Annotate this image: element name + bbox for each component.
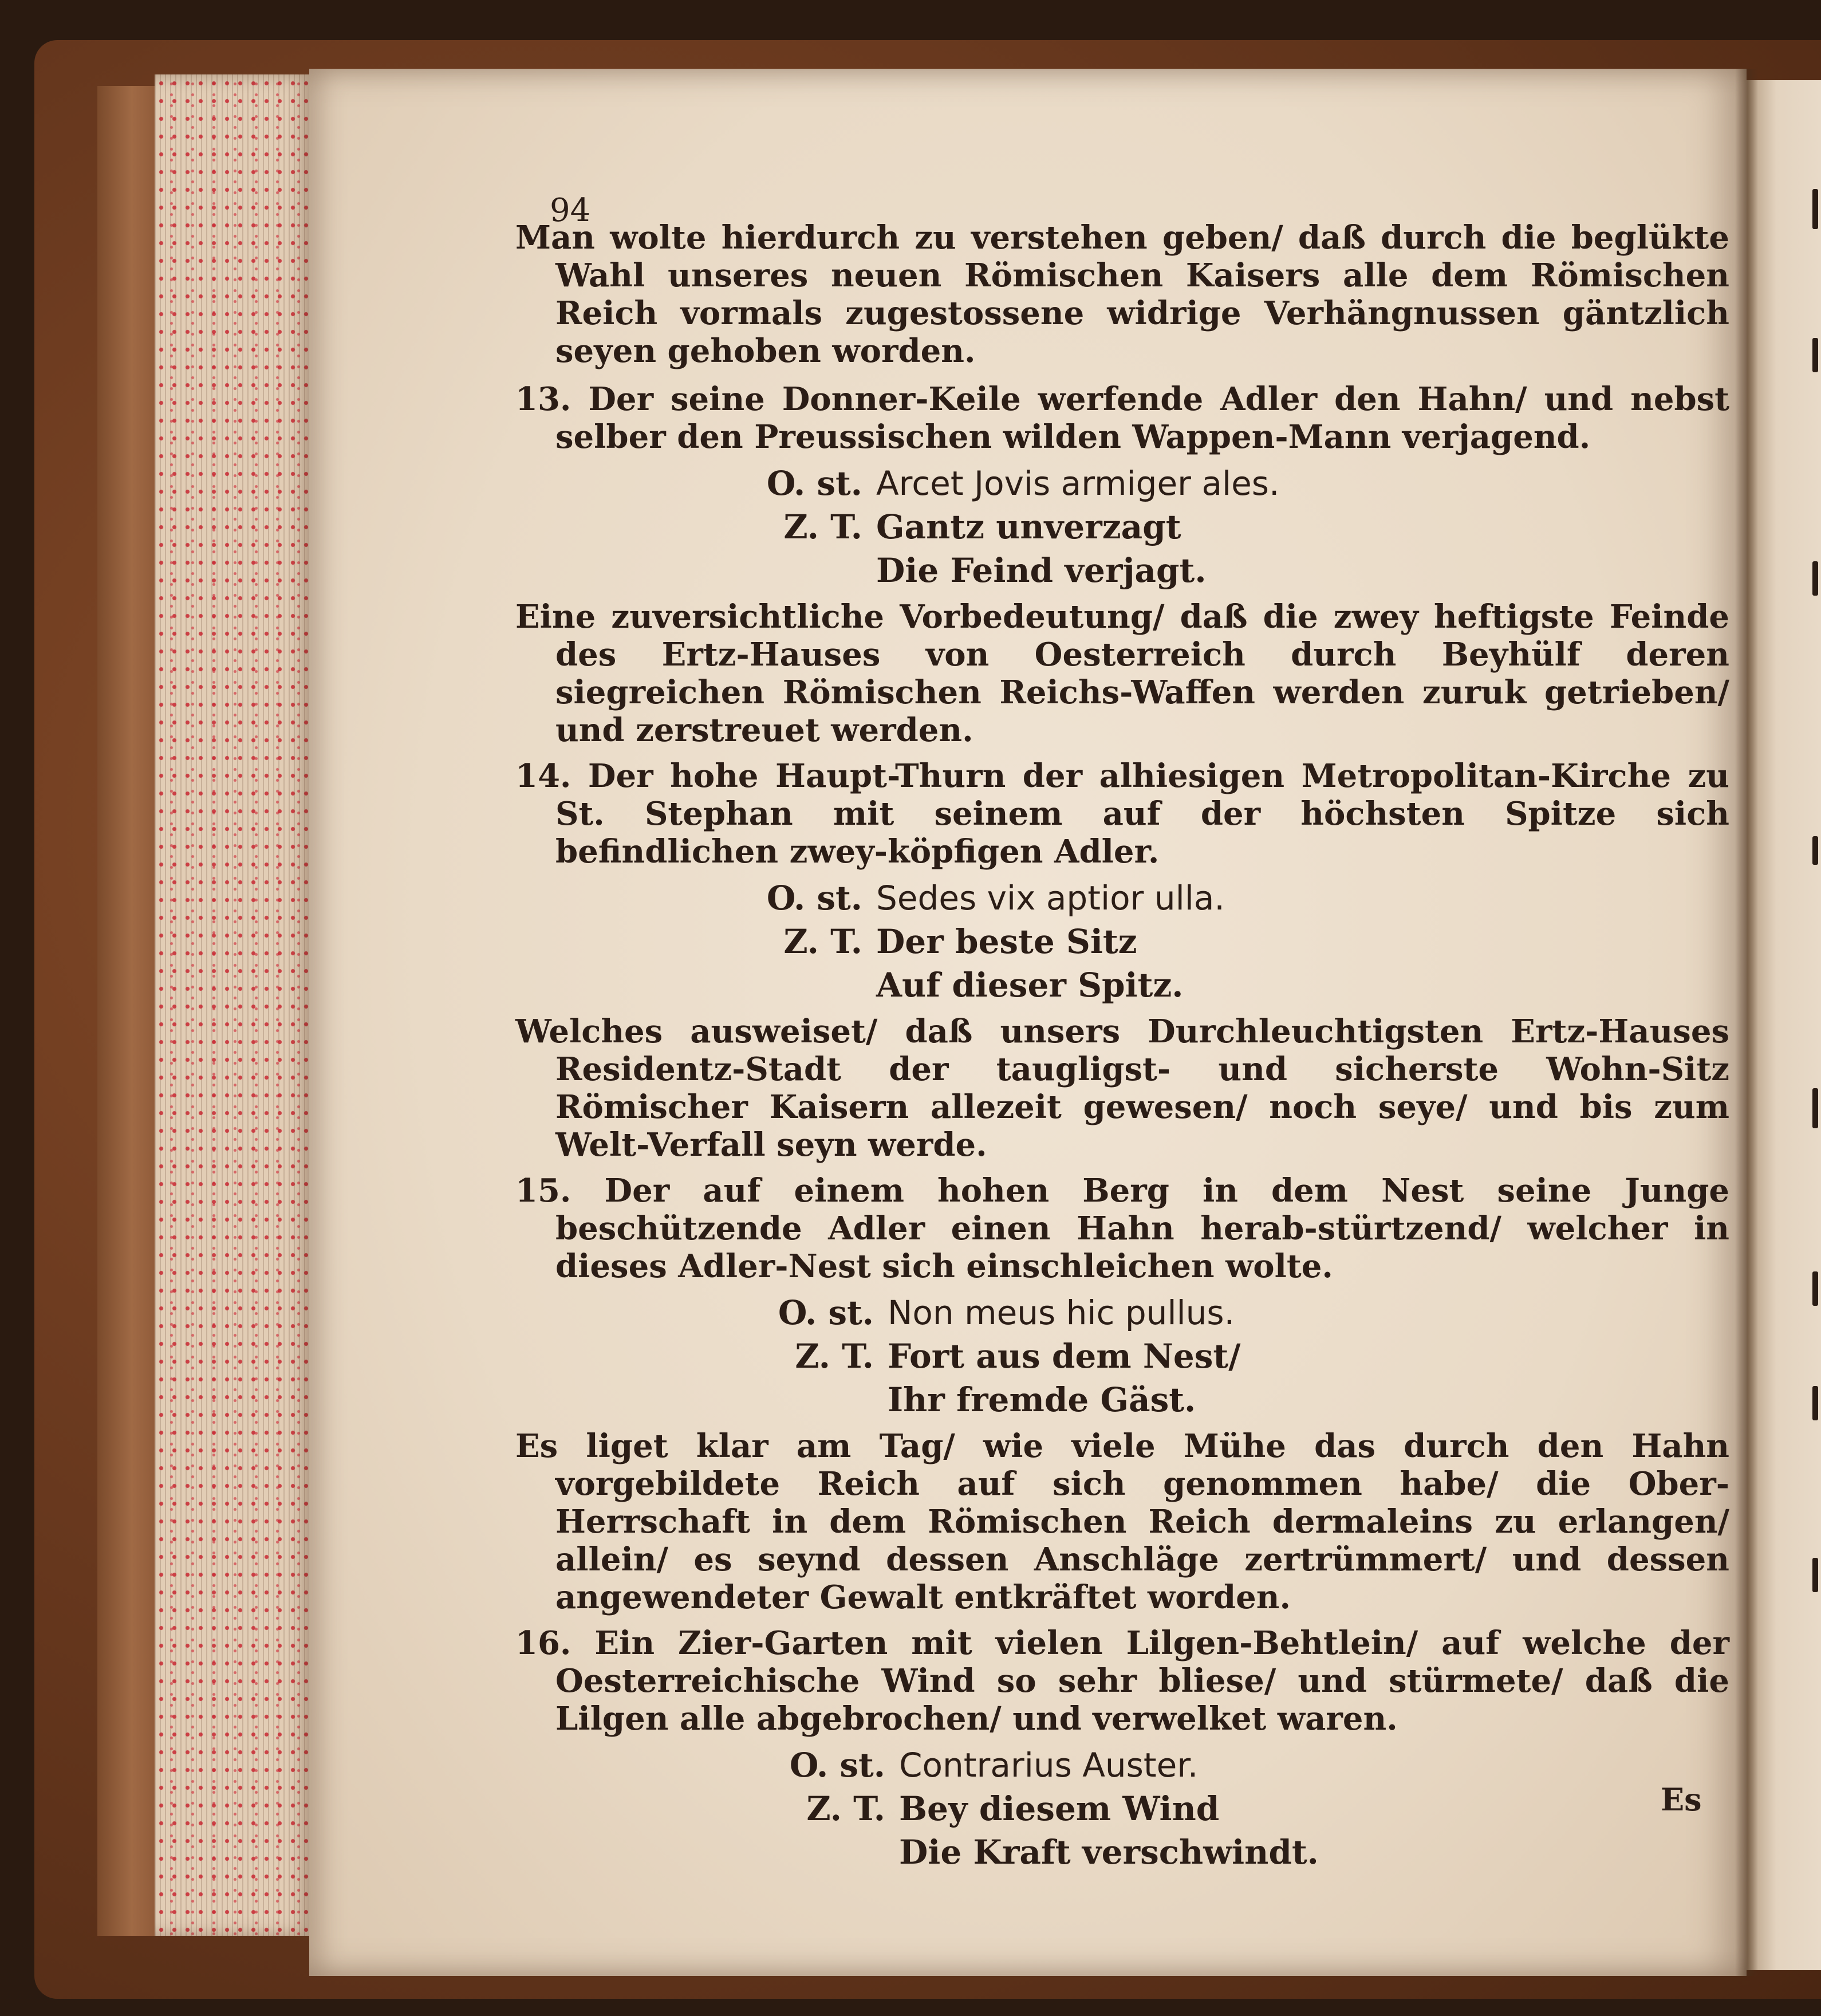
motto-german-line-2: Auf dieser Spitz. [876,966,1184,1005]
entry-13-heading: 13. Der seine Donner-Keile werfende Adler den Hahn/ und nebst selber den Preussischen wilden Wappen-Mann verjagend. [515,380,1729,456]
entry-14-heading: 14. Der hohe Haupt-Thurn der alhiesigen Metropolitan-Kirche zu St. Stephan mit seinem auf der höchsten Spitze sich befindlichen zwey-köpfigen Adler. [515,757,1729,871]
motto-german-line-1: Fort aus dem Nest/ [888,1337,1241,1376]
facing-text-fragment [1812,1088,1818,1128]
sprinkled-page-edges [155,74,315,1936]
motto-latin: Non meus hic pullus. [888,1293,1235,1332]
motto-z-label: Z. T. [783,507,862,546]
page-number: 94 [550,192,591,229]
entry-13-motto [756,462,1729,592]
catchword: Es [1661,1781,1702,1818]
motto-german-line-2: Die Feind verjagt. [876,551,1207,590]
facing-text-fragment [1812,561,1818,596]
motto-german-line-1: Gantz unverzagt [876,507,1181,546]
intro-paragraph: Man wolte hierdurch zu verstehen geben/ daß durch die beglükte Wahl unseres neuen Römischen Kaisers alle dem Römischen Reich vormals zugestossene widrige Verhängnussen gäntzlich seyen gehoben worden. [515,219,1729,370]
motto-spacer [756,963,870,1007]
entry-14-motto [756,876,1729,1007]
motto-latin: Arcet Jovis armiger ales. [876,464,1280,503]
facing-text-fragment [1812,189,1818,229]
motto-spacer [779,1830,893,1874]
motto-o-label: O. st. [789,1746,885,1785]
facing-text-fragment [1812,1558,1818,1592]
entry-15-heading: 15. Der auf einem hohen Berg in dem Nest seine Junge beschützende Adler einen Hahn herab-stürtzend/ welcher in dieses Adler-Nest sich einschleichen wolte. [515,1172,1729,1285]
motto-z-label: Z. T. [795,1337,874,1376]
page-gutter [1735,69,1758,1976]
motto-german-line-1: Bey diesem Wind [899,1789,1220,1828]
motto-german-line-1: Der beste Sitz [876,922,1137,961]
motto-o-label: O. st. [766,464,862,503]
motto-latin: Sedes vix aptior ulla. [876,879,1225,918]
entry-15-motto [767,1291,1729,1422]
entry-14-explanation: Welches ausweiset/ daß unsers Durchleuchtigsten Ertz-Hauses Residentz-Stadt der taugligst- und sicherste Wohn-Sitz Römischer Kaisern allezeit gewesen/ noch seye/ und bis zum Welt-Verfall seyn werde. [515,1013,1729,1164]
motto-german-line-2: Die Kraft verschwindt. [899,1833,1319,1872]
entry-16-heading: 16. Ein Zier-Garten mit vielen Lilgen-Behtlein/ auf welche der Oesterreichische Wind so sehr bliese/ und stürmete/ daß die Lilgen alle abgebrochen/ und verwelket waren. [515,1624,1729,1738]
entry-13-explanation: Eine zuversichtliche Vorbedeutung/ daß die zwey heftigste Feinde des Ertz-Hauses von Oesterreich durch Beyhülf deren siegreichen Römischen Reichs-Waffen werden zuruk getrieben/ und zerstreuet werden. [515,598,1729,749]
facing-text-fragment [1812,836,1818,865]
motto-z-label: Z. T. [783,922,862,961]
facing-text-fragment [1812,1271,1818,1306]
text-block [515,189,1729,1874]
facing-text-fragment [1812,338,1818,372]
entry-15-explanation: Es liget klar am Tag/ wie viele Mühe das durch den Hahn vorgebildete Reich auf sich genommen habe/ die Ober-Herrschaft in dem Römischen Reich dermaleins zu erlangen/ allein/ es seynd dessen Anschläge zertrümmert/ und dessen angewendeter Gewalt entkräftet worden. [515,1427,1729,1616]
motto-o-label: O. st. [778,1293,874,1332]
motto-german-line-2: Ihr fremde Gäst. [888,1380,1196,1419]
motto-o-label: O. st. [766,879,862,918]
motto-spacer [767,1378,882,1422]
facing-text-fragment [1812,1386,1818,1420]
motto-spacer [756,549,870,592]
motto-latin: Contrarius Auster. [899,1746,1199,1785]
motto-z-label: Z. T. [806,1789,885,1828]
entry-16-motto [779,1743,1729,1874]
